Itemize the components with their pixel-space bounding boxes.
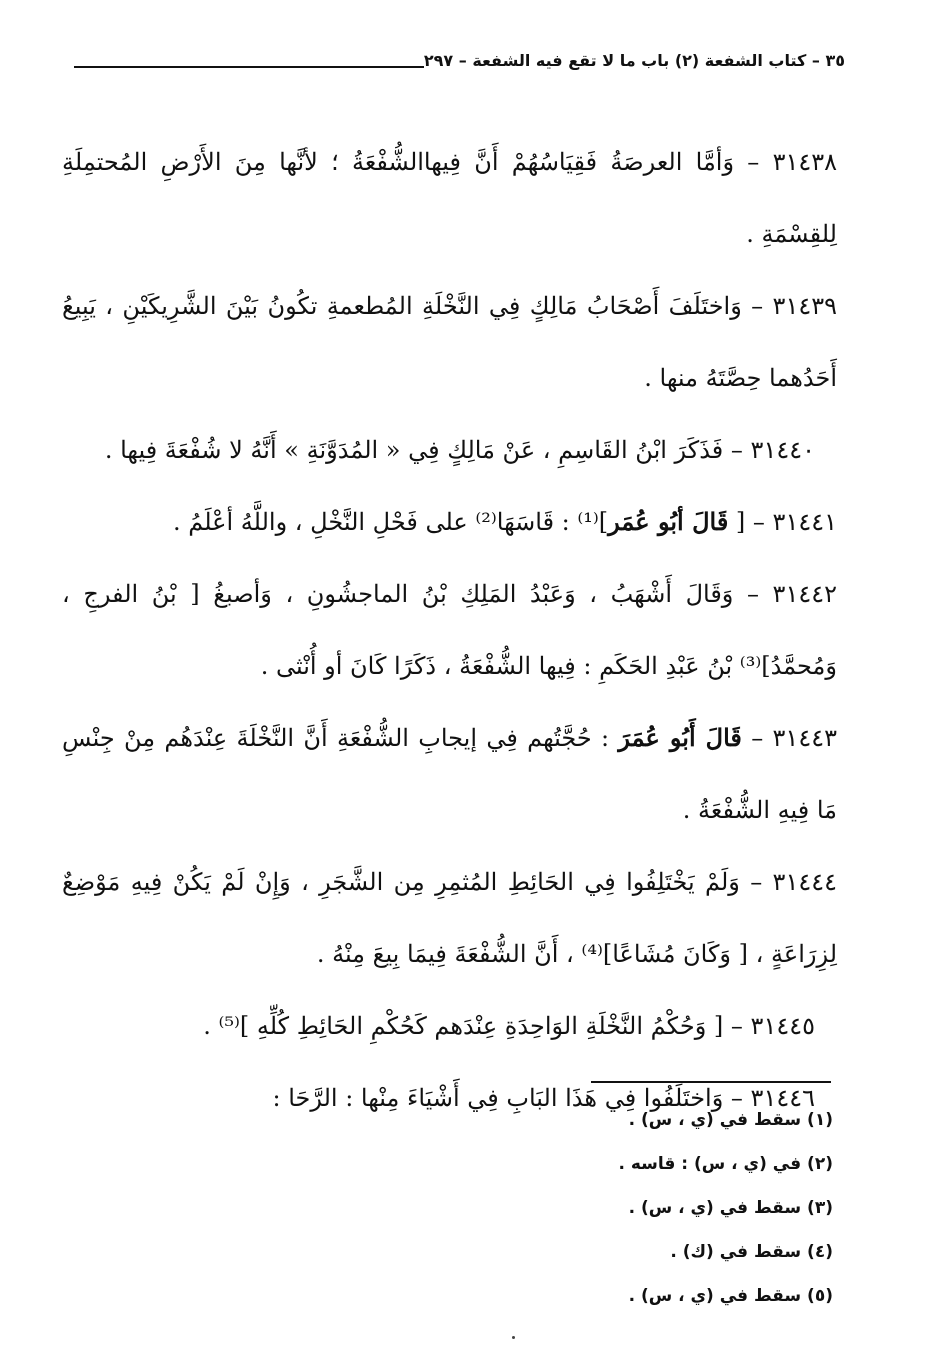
paragraph-text: – وَلَمْ يَخْتَلِفُوا فِي الحَائِطِ المُثمِرِ مِن الشَّجَرِ ، وَإِنْ لَمْ يَكُنْ فِيهِ مَوْضِعٌ لِزِرَاعَةٍ ، [ وَكَانَ مُشَاعًا]⁽⁴⁾ ، أَنَّ الشُّفْعَةَ فِيمَا بِيعَ مِنْهُ . <box>62 868 837 968</box>
footnote-5: (٥) سقط في (ي ، س) . <box>628 1286 833 1306</box>
paragraph-text: – وَقَالَ أَشْهَبُ ، وَعَبْدُ المَلِكِ بْنُ الماجشُونِ ، وَأصبغُ [ بْنُ الفرجِ ، وَمُحمَّدُ]⁽³⁾ بْنُ عَبْدِ الحَكَمِ : فِيها الشُّفْعَةُ ، ذَكَرًا كَانَ أو أُنْثى . <box>62 580 837 680</box>
paragraph-31439 <box>62 270 837 414</box>
paragraph-31441 <box>62 486 837 558</box>
footnote-4: (٤) سقط في (ك) . <box>670 1242 833 1262</box>
footnote-1: (١) سقط في (ي ، س) . <box>628 1110 833 1130</box>
paragraph-31440 <box>62 414 837 486</box>
paragraph-text: – <box>741 724 773 752</box>
paragraph-number: ٣١٤٤٣ <box>772 724 837 752</box>
header-title: ٣٥ – كتاب الشفعة (٢) باب ما لا تقع فيه الشفعة – ٢٩٧ <box>423 50 845 70</box>
paragraph-text: – وَاختَلَفَ أَصْحَابُ مَالِكٍ فِي النَّخْلَةِ المُطعمةِ تكُونُ بَيْنَ الشَّرِيكَيْنِ ، يَبِيعُ أَحَدُهما حِصَّتَهُ منها . <box>62 292 837 392</box>
paragraph-31438 <box>62 126 837 270</box>
paragraph-number: ٣١٤٤٠ <box>750 436 815 464</box>
paragraph-text-rest: : حُجَّتُهم فِي إيجابِ الشُّفْعَةِ أَنَّ النَّخْلَةَ عِنْدَهُم مِنْ جِنْسِ مَا فِيهِ الشُّفْعَةُ . <box>62 724 837 824</box>
main-text <box>62 126 837 1134</box>
paragraph-31443 <box>62 702 837 846</box>
paragraph-number: ٣١٤٣٨ <box>772 148 838 176</box>
paragraph-text: – [ <box>728 508 773 536</box>
footnote-2: (٢) في (ي ، س) : قاسه . <box>618 1154 833 1174</box>
paragraph-text: – [ وَحُكْمُ النَّخْلَةِ الوَاحِدَةِ عِنْدَهم كَحُكْمِ الحَائِطِ كُلِّهِ ]⁽⁵⁾ . <box>203 1012 751 1040</box>
paragraph-31444 <box>62 846 837 990</box>
speaker-name: قَالَ أبُو عُمَر <box>608 507 729 536</box>
paragraph-number: ٣١٤٤٦ <box>750 1084 815 1112</box>
paragraph-number: ٣١٤٤٢ <box>772 580 837 608</box>
paragraph-number: ٣١٤٤٤ <box>772 868 837 896</box>
paragraph-text: – وَأمَّا العرصَةُ فَقِيَاسُهُمْ أَنَّ فِيهاالشُّفْعَةُ ؛ لأنَّها مِنَ الأَرْضِ المُحتمِلَةِ لِلقِسْمَةِ . <box>62 148 837 248</box>
running-header <box>60 40 845 80</box>
speaker-name: قَالَ أَبُو عُمَرَ <box>618 723 742 752</box>
footnotes <box>333 1098 833 1318</box>
scan-speck <box>512 1336 515 1339</box>
paragraph-text-rest: ]⁽¹⁾ : قَاسَهَا⁽²⁾ على فَحْلِ النَّخْلِ ، واللَّهُ أعْلَمُ . <box>172 508 609 536</box>
header-rule <box>74 66 424 68</box>
paragraph-31442 <box>62 558 837 702</box>
paragraph-number: ٣١٤٤١ <box>772 508 837 536</box>
paragraph-text: – فَذَكَرَ ابْنُ القَاسِمِ ، عَنْ مَالِكٍ فِي « المُدَوَّنَةِ » أَنَّهُ لا شُفْعَةَ فِيها . <box>104 436 751 464</box>
footnote-3: (٣) سقط في (ي ، س) . <box>628 1198 833 1218</box>
footnote-separator <box>591 1081 831 1083</box>
paragraph-number: ٣١٤٣٩ <box>772 292 837 320</box>
paragraph-text: – وَاختَلَفُوا فِي هَذَا البَابِ فِي أَشْيَاءَ مِنْها : الرَّحَا : <box>272 1084 751 1112</box>
paragraph-number: ٣١٤٤٥ <box>750 1012 815 1040</box>
paragraph-31445 <box>62 990 837 1062</box>
